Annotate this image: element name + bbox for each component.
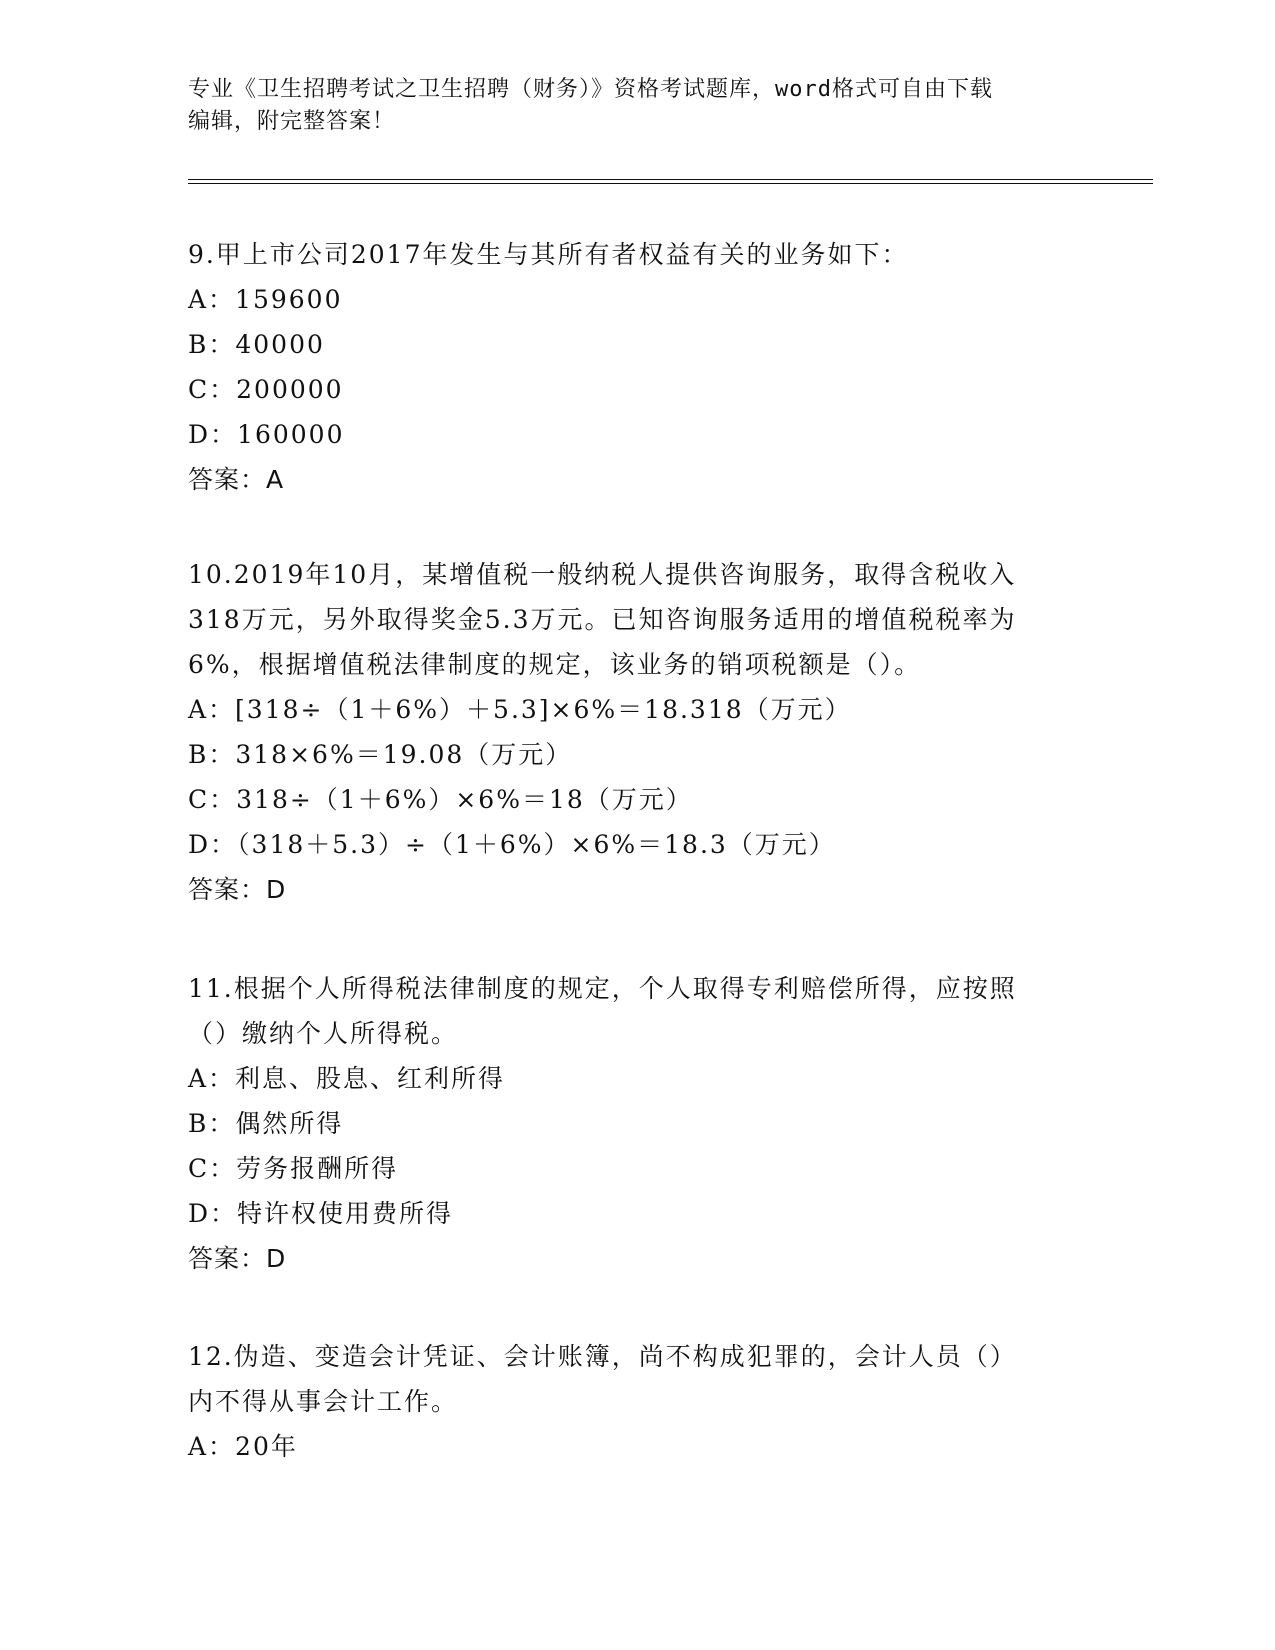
- question-stem-line-1: 10.2019年10月，某增值税一般纳税人提供咨询服务，取得含税收入: [188, 560, 1017, 589]
- option-b: B：318×6%＝19.08（万元）: [188, 740, 573, 769]
- option-c: C：318÷（1＋6%）×6%＝18（万元）: [188, 785, 693, 814]
- option-a: A：20年: [188, 1432, 298, 1461]
- question-stem-line-3: 6%，根据增值税法律制度的规定，该业务的销项税额是（）。: [188, 650, 922, 679]
- question-10: [188, 552, 1088, 912]
- header-line-2: 编辑，附完整答案！: [188, 109, 396, 134]
- option-c: C：劳务报酬所得: [188, 1154, 399, 1183]
- question-stem: 9.甲上市公司2017年发生与其所有者权益有关的业务如下：: [188, 240, 909, 269]
- question-stem-line-2: 内不得从事会计工作。: [188, 1387, 459, 1416]
- header-divider-top: [188, 179, 1153, 180]
- option-b: B：偶然所得: [188, 1109, 344, 1138]
- option-d: D：160000: [188, 420, 345, 449]
- document-header: [188, 74, 1068, 138]
- option-b: B：40000: [188, 330, 325, 359]
- answer: 答案：D: [188, 875, 287, 904]
- option-c: C：200000: [188, 375, 344, 404]
- question-stem-line-1: 11.根据个人所得税法律制度的规定，个人取得专利赔偿所得，应按照: [188, 974, 1017, 1003]
- header-divider-bottom: [188, 183, 1153, 184]
- question-11: [188, 966, 1088, 1281]
- option-d: D：（318＋5.3）÷（1＋6%）×6%＝18.3（万元）: [188, 830, 836, 859]
- answer: 答案：A: [188, 465, 285, 494]
- answer: 答案：D: [188, 1244, 287, 1273]
- question-stem-line-1: 12.伪造、变造会计凭证、会计账簿，尚不构成犯罪的，会计人员（）: [188, 1342, 1017, 1371]
- question-9: [188, 232, 1088, 502]
- option-a: A：[318÷（1＋6%）＋5.3]×6%＝18.318（万元）: [188, 695, 852, 724]
- header-line-1: 专业《卫生招聘考试之卫生招聘（财务）》资格考试题库，word格式可自由下载: [188, 77, 993, 102]
- option-d: D：特许权使用费所得: [188, 1199, 454, 1228]
- question-stem-line-2: 318万元，另外取得奖金5.3万元。已知咨询服务适用的增值税税率为: [188, 605, 1017, 634]
- question-stem-line-2: （）缴纳个人所得税。: [188, 1019, 459, 1048]
- question-12: [188, 1334, 1088, 1469]
- option-a: A：利息、股息、红利所得: [188, 1064, 506, 1093]
- option-a: A：159600: [188, 285, 343, 314]
